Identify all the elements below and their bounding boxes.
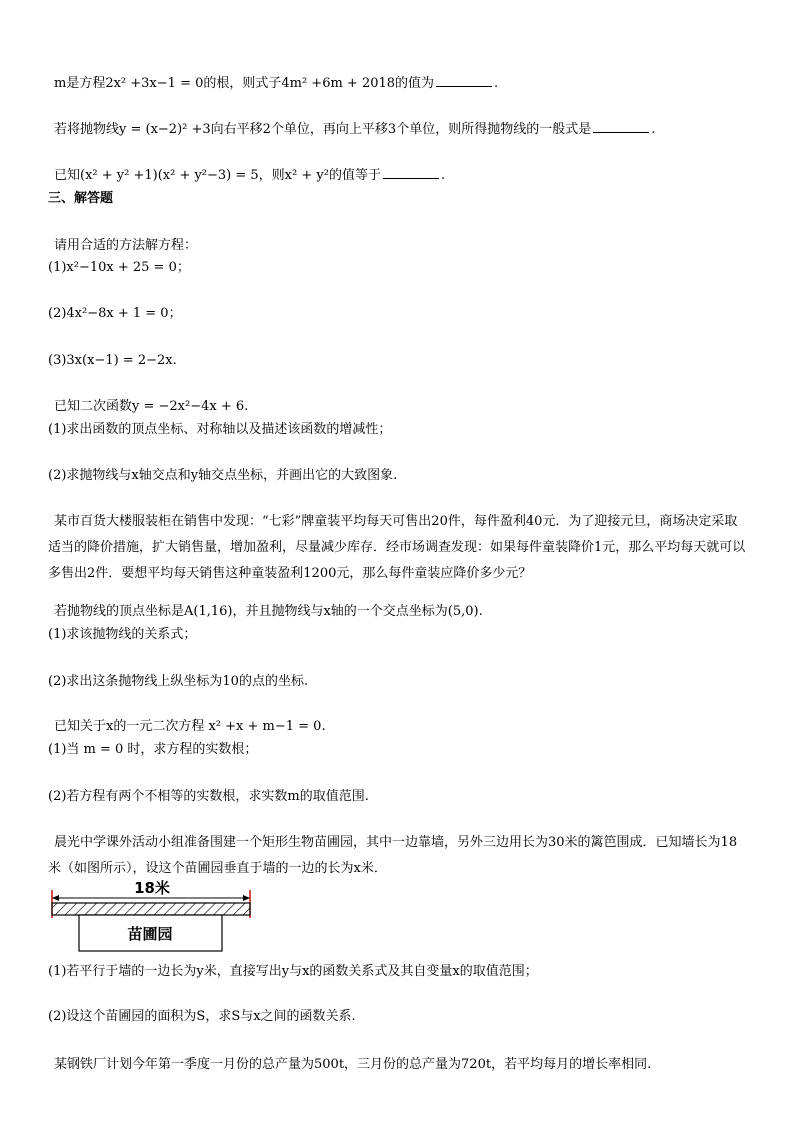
- fill-in-question-3: 已知(x² + y² +1)(x² + y²−3) = 5，则x² + y²的值等于 .: [54, 168, 446, 183]
- answer-blank[interactable]: [436, 74, 492, 87]
- arrow-right-icon: [243, 895, 250, 901]
- q4-stem: 若抛物线的顶点坐标是A(1,16)，并且抛物线与x轴的一个交点坐标为(5,0).: [54, 604, 483, 619]
- q2-part-1: (1)求出函数的顶点坐标、对称轴以及描述该函数的增减性；: [48, 422, 392, 437]
- answer-blank[interactable]: [383, 166, 439, 179]
- q6-part-2: (2)设这个苗圃园的面积为S，求S与x之间的函数关系.: [48, 1009, 356, 1024]
- fill-in-question-1: m是方程2x² +3x−1 = 0的根，则式子4m² +6m + 2018的值为 .: [54, 76, 499, 91]
- q5-part-1: (1)当 m = 0 时，求方程的实数根；: [48, 742, 258, 757]
- q1-part-3: (3)3x(x−1) = 2−2x.: [48, 353, 177, 368]
- q1-part-2: (2)4x²−8x + 1 = 0；: [48, 306, 182, 321]
- question-text: m是方程2x² +3x−1 = 0的根，则式子4m² +6m + 2018的值为: [54, 76, 435, 91]
- q6-part-1: (1)若平行于墙的一边长为y米，直接写出y与x的函数关系式及其自变量x的取值范围；: [48, 964, 538, 979]
- wall: [52, 903, 250, 915]
- question-text: 若将抛物线y = (x−2)² +3向右平移2个单位，再向上平移3个单位，则所得抛物线的一般式是: [54, 122, 592, 137]
- wall-length-label: 18米: [134, 879, 170, 897]
- q4-part-2: (2)求出这条抛物线上纵坐标为10的点的坐标.: [48, 674, 309, 689]
- question-text: 已知(x² + y² +1)(x² + y²−3) = 5，则x² + y²的值等于: [54, 168, 381, 183]
- q6-text: 晨光中学课外活动小组准备围建一个矩形生物苗圃园，其中一边靠墙，另外三边用长为30米的篱笆围成．已知墙长为18米（如图所示），设这个苗圃园垂直于墙的一边的长为x米．: [48, 835, 738, 876]
- arrow-left-icon: [52, 895, 59, 901]
- section-title: 三、解答题: [48, 191, 114, 206]
- q5-part-2: (2)若方程有两个不相等的实数根，求实数m的取值范围.: [48, 789, 369, 804]
- q4-part-1: (1)求该抛物线的关系式；: [48, 627, 197, 642]
- q7-text: 某钢铁厂计划今年第一季度一月份的总产量为500t，三月份的总产量为720t，若平均每月的增长率相同.: [54, 1057, 652, 1072]
- q1-stem: 请用合适的方法解方程：: [54, 238, 198, 253]
- q3-text: 某市百货大楼服装柜在销售中发现：“七彩”牌童装平均每天可售出20件，每件盈利40元．为了迎接元旦，商场决定采取适当的降价措施，扩大销售量，增加盈利，尽量减少库存．经市场调查发现：如果每件童装降价1元，那么平均每天就可以多售出2件．要想平均每天销售这种童装盈利1200元，那么每件童装应降价多少元？: [48, 514, 746, 581]
- garden-label: 苗圃园: [127, 925, 173, 943]
- q2-part-2: (2)求抛物线与x轴交点和y轴交点坐标，并画出它的大致图象.: [48, 468, 398, 483]
- garden-figure: [44, 876, 256, 956]
- q1-part-1: (1)x²−10x + 25 = 0；: [48, 260, 190, 275]
- q5-stem: 已知关于x的一元二次方程 x² +x + m−1 = 0.: [54, 719, 326, 734]
- answer-blank[interactable]: [593, 120, 649, 133]
- fill-in-question-2: 若将抛物线y = (x−2)² +3向右平移2个单位，再向上平移3个单位，则所得抛物线的一般式是 .: [54, 122, 656, 137]
- q2-stem: 已知二次函数y = −2x²−4x + 6.: [54, 399, 249, 414]
